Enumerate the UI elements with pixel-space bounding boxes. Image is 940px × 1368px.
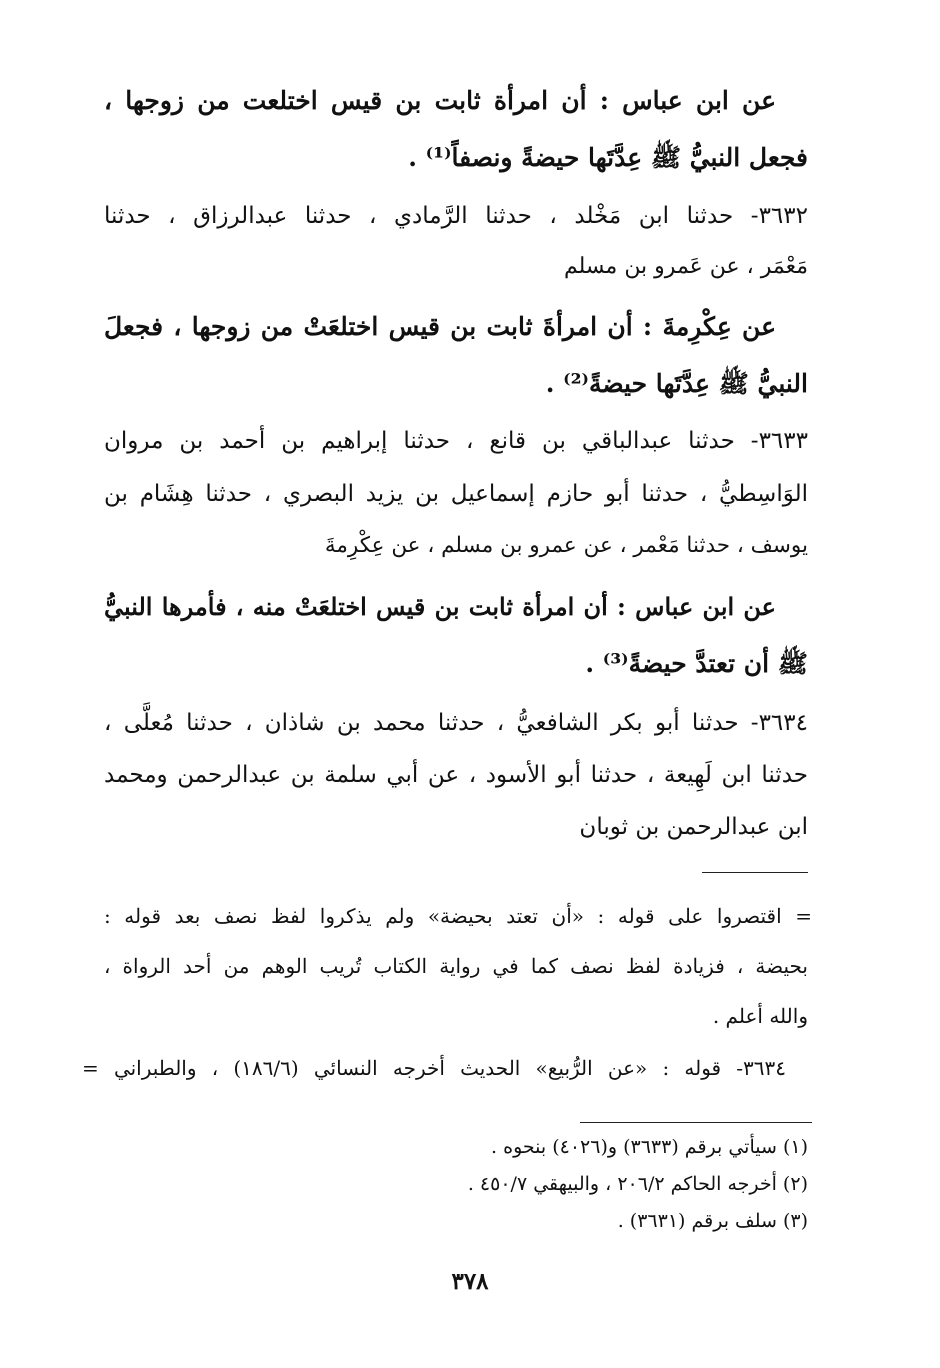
- text-line: فجعل النبيُّ ﷺ عِدَّتَها حيضةً ونصفاً⁽¹⁾ .: [408, 143, 808, 172]
- footnote-separator: [580, 1122, 812, 1123]
- text-line: عن عِكْرِمةَ : أن امرأةَ ثابت بن قيس اختلعَتْ من زوجها ، فجعلَ: [104, 312, 776, 341]
- page-number: ٣٧٨: [451, 1268, 489, 1295]
- footnote: (٣) سلف برقم (٣٦٣١) .: [617, 1210, 808, 1232]
- commentary-line: والله أعلم .: [712, 1004, 808, 1028]
- footnote: (٢) أخرجه الحاكم ٢٠٦/٢ ، والبيهقي ٤٥٠/٧ .: [467, 1173, 808, 1195]
- commentary-line: ٣٦٣٤- قوله : «عن الرُّبيع» الحديث أخرجه النسائي (١٨٦/٦) ، والطبراني =: [82, 1056, 786, 1080]
- text-line: النبيُّ ﷺ عِدَّتَها حيضةً⁽²⁾ .: [545, 369, 808, 398]
- separator-line: [702, 872, 808, 873]
- text-line: الوَاسِطيُّ ، حدثنا أبو حازم إسماعيل بن يزيد البصري ، حدثنا هِشَام بن: [104, 481, 808, 507]
- text-line: عن ابن عباس : أن امرأة ثابت بن قيس اختلعت من زوجها ،: [104, 86, 776, 115]
- text-line: مَعْمَر ، عن عَمرو بن مسلم: [563, 254, 808, 279]
- footnote: (١) سيأتي برقم (٣٦٣٣) و(٤٠٢٦) بنحوه .: [491, 1136, 808, 1158]
- commentary-line: = اقتصروا على قوله : «أن تعتد بحيضة» ولم يذكروا لفظ نصف بعد قوله :: [104, 904, 812, 928]
- text-line: حدثنا ابن لَهِيعة ، حدثنا أبو الأسود ، عن أبي سلمة بن عبدالرحمن ومحمد: [104, 762, 808, 788]
- text-line: ﷺ أن تعتدَّ حيضةً⁽³⁾ .: [585, 649, 808, 678]
- text-line: ٣٦٣٤- حدثنا أبو بكر الشافعيُّ ، حدثنا محمد بن شاذان ، حدثنا مُعلَّى ،: [104, 710, 808, 736]
- text-line: ابن عبدالرحمن بن ثوبان: [579, 814, 808, 840]
- text-line: ٣٦٣٢- حدثنا ابن مَخْلد ، حدثنا الرَّمادي ، حدثنا عبدالرزاق ، حدثنا: [104, 203, 808, 229]
- text-line: ٣٦٣٣- حدثنا عبدالباقي بن قانع ، حدثنا إبراهيم بن أحمد بن مروان: [104, 428, 808, 454]
- text-line: يوسف ، حدثنا مَعْمر ، عن عمرو بن مسلم ، عن عِكْرِمةَ: [324, 533, 808, 558]
- commentary-line: بحيضة ، فزيادة لفظ نصف كما في رواية الكتاب تُريب الوهم من أحد الرواة ،: [104, 954, 808, 978]
- text-line: عن ابن عباس : أن امرأة ثابت بن قيس اختلعَتْ منه ، فأمرها النبيُّ: [104, 592, 776, 621]
